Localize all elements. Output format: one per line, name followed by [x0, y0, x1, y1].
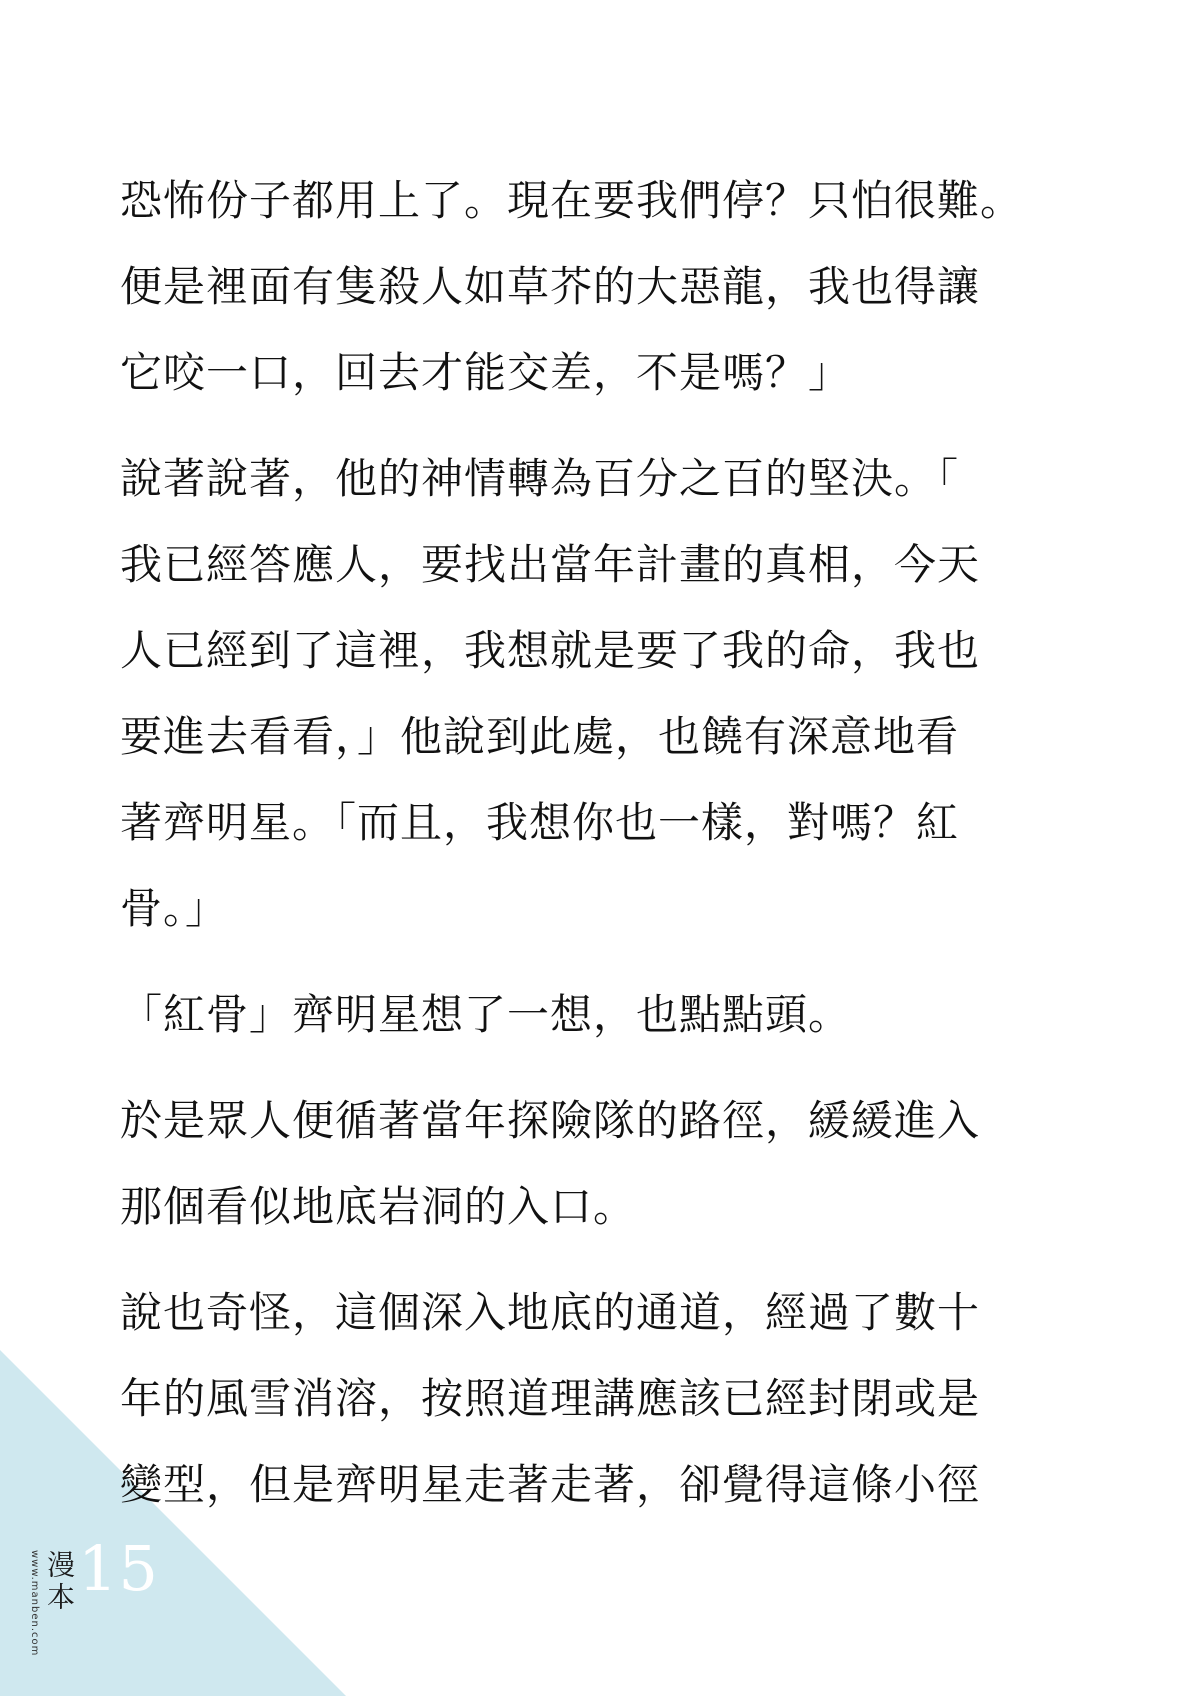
page-number: 15: [78, 1532, 159, 1605]
text-line: 「紅骨」齊明星想了一想，也點點頭。: [120, 990, 852, 1039]
watermark-logo: 漫本: [43, 1550, 76, 1614]
text-line: 說著說著，他的神情轉為百分之百的堅決。「: [120, 454, 960, 503]
watermark-url: www.manben.com: [29, 1550, 40, 1657]
text-line: 骨。」: [120, 884, 229, 933]
paragraph-5: [120, 1270, 1100, 1528]
text-line: 那個看似地底岩洞的入口。: [120, 1182, 637, 1231]
paragraph-3: [120, 972, 1100, 1058]
text-line: 說也奇怪，這個深入地底的通道，經過了數十: [120, 1288, 981, 1337]
text-line: 便是裡面有隻殺人如草芥的大惡龍，我也得讓: [120, 262, 981, 311]
text-line: 年的風雪消溶，按照道理講應該已經封閉或是: [120, 1374, 981, 1423]
text-line: 恐怖份子都用上了。現在要我們停？只怕很難。: [120, 176, 1024, 225]
text-line: 它咬一口，回去才能交差，不是嗎？」: [120, 348, 852, 397]
text-line: 我已經答應人，要找出當年計畫的真相，今天: [120, 540, 981, 589]
watermark: [29, 1550, 76, 1690]
text-line: 變型，但是齊明星走著走著，卻覺得這條小徑: [120, 1460, 981, 1509]
paragraph-2: [120, 436, 1100, 952]
text-line: 人已經到了這裡，我想就是要了我的命，我也: [120, 626, 981, 675]
paragraph-1: [120, 158, 1100, 416]
text-line: 著齊明星。「而且，我想你也一樣，對嗎？紅: [120, 798, 960, 847]
text-line: 於是眾人便循著當年探險隊的路徑，緩緩進入: [120, 1096, 981, 1145]
paragraph-4: [120, 1078, 1100, 1250]
page-body: [120, 158, 1100, 1548]
text-line: 要進去看看，」他說到此處，也饒有深意地看: [120, 712, 960, 761]
